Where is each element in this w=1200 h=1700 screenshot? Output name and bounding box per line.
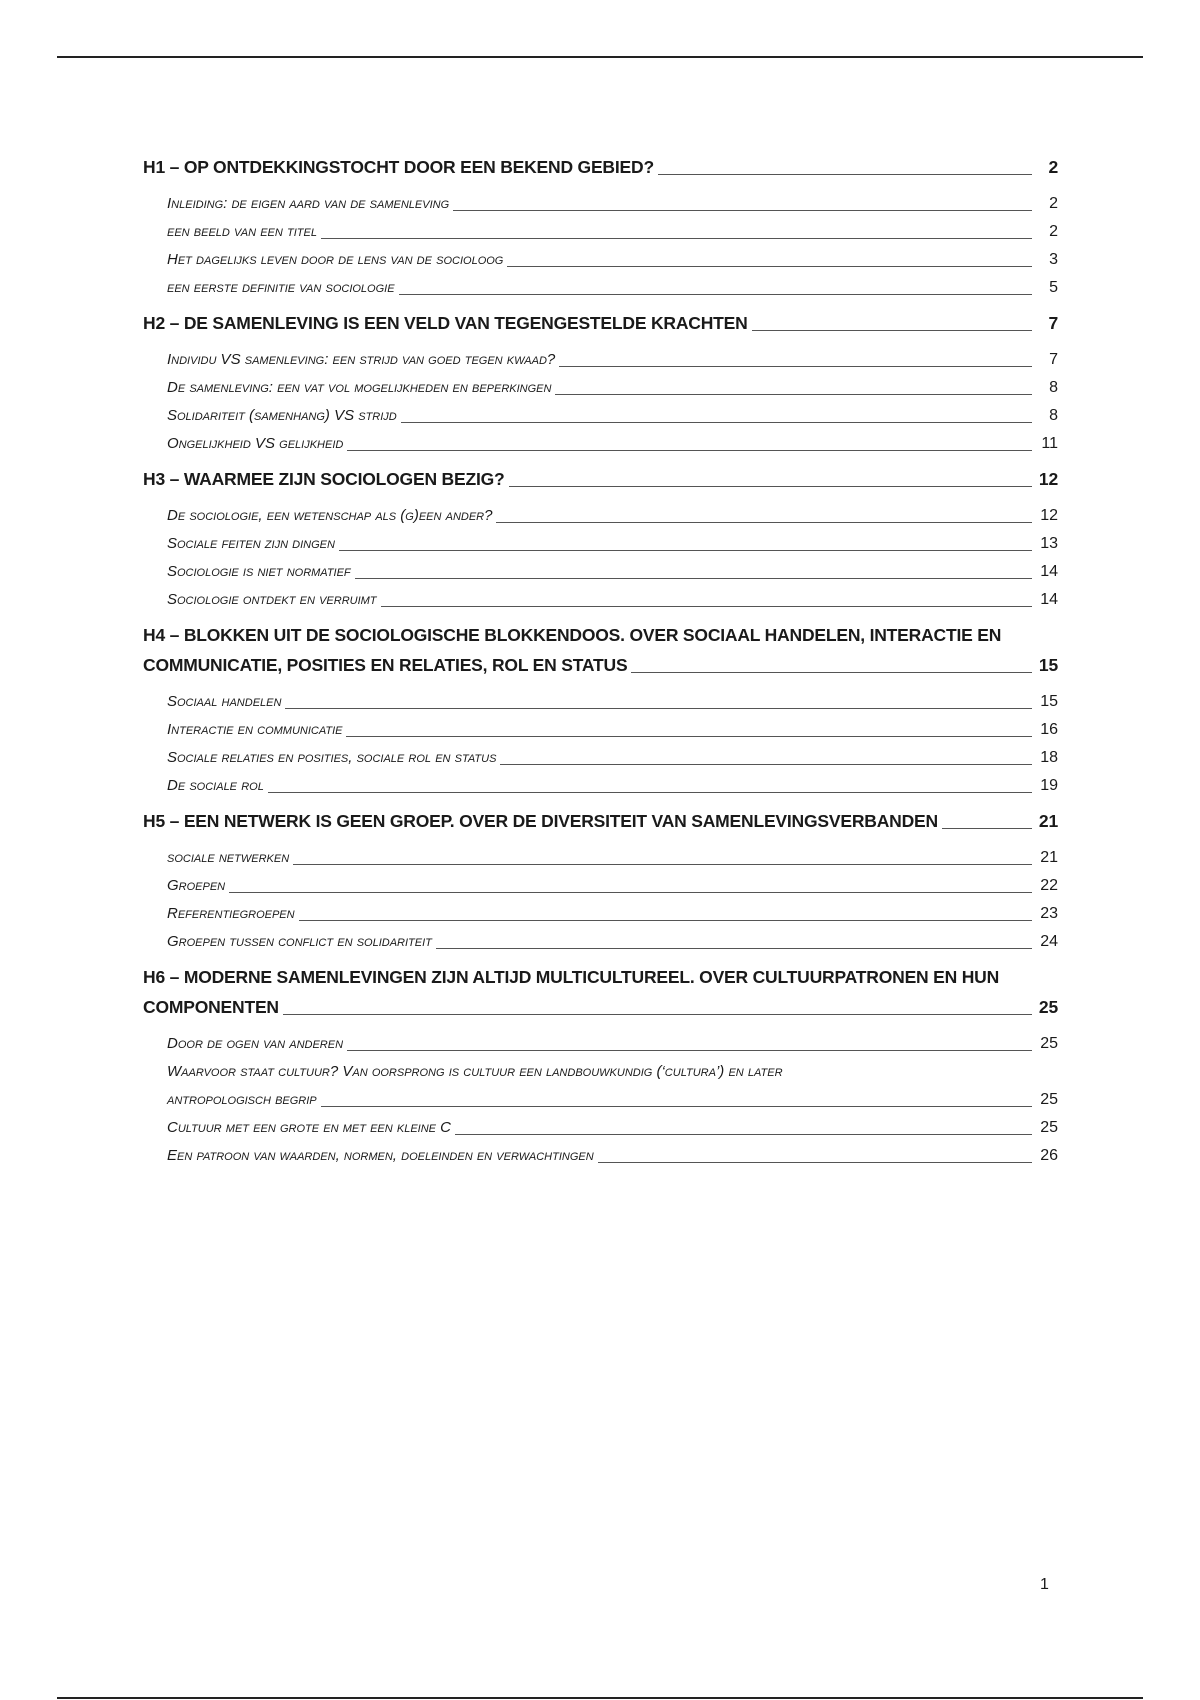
toc-section[interactable] <box>167 1142 1058 1170</box>
section-page: 21 <box>1040 849 1058 866</box>
section-page: 5 <box>1049 279 1058 296</box>
section-page: 2 <box>1049 195 1058 212</box>
chapter-page: 12 <box>1038 469 1058 489</box>
dot-leader <box>285 708 1032 709</box>
toc-chapter-h2[interactable] <box>143 308 1058 338</box>
section-title: Een patroon van waarden, normen, doeleinden en verwachtingen <box>167 1147 594 1164</box>
dot-leader <box>507 266 1032 267</box>
section-page: 24 <box>1040 933 1058 950</box>
dot-leader <box>299 920 1032 921</box>
dot-leader <box>229 892 1032 893</box>
chapter-title-line1: H4 – BLOKKEN UIT DE SOCIOLOGISCHE BLOKKENDOOS. OVER SOCIAAL HANDELEN, INTERACTIE EN <box>143 625 1002 645</box>
toc-section[interactable] <box>167 586 1058 614</box>
toc-section[interactable] <box>167 772 1058 800</box>
section-title: sociale netwerken <box>167 849 290 866</box>
toc-section[interactable] <box>167 1030 1058 1058</box>
dot-leader <box>401 422 1032 423</box>
section-list <box>143 844 1058 956</box>
chapter-title: H3 – WAARMEE ZIJN SOCIOLOGEN BEZIG? <box>143 469 505 489</box>
toc-section[interactable] <box>167 744 1058 772</box>
dot-leader <box>381 606 1032 607</box>
toc-section[interactable] <box>167 374 1058 402</box>
toc-section[interactable] <box>167 346 1058 374</box>
dot-leader <box>509 486 1032 487</box>
dot-leader <box>283 1014 1032 1015</box>
toc-section[interactable] <box>167 402 1058 430</box>
toc-chapter-h3[interactable] <box>143 464 1058 494</box>
section-title: Het dagelijks leven door de lens van de socioloog <box>167 251 504 268</box>
section-page: 14 <box>1040 563 1058 580</box>
chapter-page: 15 <box>1038 655 1058 675</box>
dot-leader <box>346 736 1032 737</box>
chapter-title: H2 – DE SAMENLEVING IS EEN VELD VAN TEGENGESTELDE KRACHTEN <box>143 313 748 333</box>
dot-leader <box>559 366 1032 367</box>
section-title: De sociale rol <box>167 777 264 794</box>
dot-leader <box>321 1106 1032 1107</box>
dot-leader <box>500 764 1032 765</box>
section-list <box>143 502 1058 614</box>
toc-section[interactable] <box>167 844 1058 872</box>
chapter-page: 2 <box>1048 157 1058 177</box>
section-title: Sociale feiten zijn dingen <box>167 535 335 552</box>
section-page: 8 <box>1049 379 1058 396</box>
section-title: Groepen <box>167 877 226 894</box>
section-list <box>143 688 1058 800</box>
chapter-page: 7 <box>1048 313 1058 333</box>
section-page: 8 <box>1049 407 1058 424</box>
dot-leader <box>752 330 1032 331</box>
header-rule <box>57 56 1143 58</box>
toc-section[interactable] <box>167 430 1058 458</box>
section-title: Sociaal handelen <box>167 693 282 710</box>
dot-leader <box>455 1134 1032 1135</box>
section-page: 25 <box>1040 1035 1058 1052</box>
dot-leader <box>339 550 1032 551</box>
section-title: De samenleving: een vat vol mogelijkheden en beperkingen <box>167 379 552 396</box>
toc-section[interactable] <box>167 218 1058 246</box>
dot-leader <box>347 450 1032 451</box>
dot-leader <box>436 948 1032 949</box>
dot-leader <box>355 578 1032 579</box>
section-page: 18 <box>1040 749 1058 766</box>
toc-section[interactable] <box>167 190 1058 218</box>
chapter-page: 21 <box>1038 811 1058 831</box>
section-title: Interactie en communicatie <box>167 721 343 738</box>
toc-section[interactable] <box>167 530 1058 558</box>
toc-section[interactable] <box>167 558 1058 586</box>
section-page: 26 <box>1040 1147 1058 1164</box>
toc-section[interactable] <box>167 872 1058 900</box>
chapter-title: H5 – EEN NETWERK IS GEEN GROEP. OVER DE DIVERSITEIT VAN SAMENLEVINGSVERBANDEN <box>143 811 938 831</box>
toc-chapter-h4[interactable] <box>143 620 1058 680</box>
section-title: Cultuur met een grote en met een kleine C <box>167 1119 451 1136</box>
section-page: 15 <box>1040 693 1058 710</box>
toc-section-multiline[interactable] <box>143 1058 1058 1114</box>
toc-section[interactable] <box>167 274 1058 302</box>
section-page: 25 <box>1040 1091 1058 1108</box>
table-of-contents <box>143 152 1058 1174</box>
toc-section[interactable] <box>167 1114 1058 1142</box>
section-title: Sociologie ontdekt en verruimt <box>167 591 377 608</box>
dot-leader <box>347 1050 1032 1051</box>
dot-leader <box>555 394 1032 395</box>
section-title: Solidariteit (samenhang) VS strijd <box>167 407 397 424</box>
dot-leader <box>399 294 1032 295</box>
chapter-title: H1 – OP ONTDEKKINGSTOCHT DOOR EEN BEKEND GEBIED? <box>143 157 654 177</box>
toc-section[interactable] <box>167 688 1058 716</box>
dot-leader <box>453 210 1032 211</box>
section-page: 13 <box>1040 535 1058 552</box>
toc-chapter-h6[interactable] <box>143 962 1058 1022</box>
toc-section[interactable] <box>167 900 1058 928</box>
section-title: een eerste definitie van sociologie <box>167 279 395 296</box>
toc-section[interactable] <box>167 502 1058 530</box>
chapter-title-line2: COMPONENTEN <box>143 997 279 1017</box>
dot-leader <box>321 238 1032 239</box>
chapter-title-line1: H6 – MODERNE SAMENLEVINGEN ZIJN ALTIJD MULTICULTUREEL. OVER CULTUURPATRONEN EN HUN <box>143 967 1000 987</box>
dot-leader <box>631 672 1032 673</box>
section-title: Ongelijkheid VS gelijkheid <box>167 435 344 452</box>
section-page: 3 <box>1049 251 1058 268</box>
section-title: Referentiegroepen <box>167 905 295 922</box>
dot-leader <box>658 174 1032 175</box>
chapter-title-line2: COMMUNICATIE, POSITIES EN RELATIES, ROL EN STATUS <box>143 655 628 675</box>
dot-leader <box>293 864 1032 865</box>
section-page: 23 <box>1040 905 1058 922</box>
section-page: 7 <box>1049 351 1058 368</box>
footer-rule <box>57 1697 1143 1699</box>
section-list <box>143 1030 1058 1170</box>
section-page: 11 <box>1041 435 1058 452</box>
section-list <box>143 346 1058 458</box>
section-list <box>143 190 1058 302</box>
section-title: Sociologie is niet normatief <box>167 563 351 580</box>
section-title: een beeld van een titel <box>167 223 317 240</box>
section-page: 19 <box>1040 777 1058 794</box>
dot-leader <box>268 792 1032 793</box>
toc-chapter-h1[interactable] <box>143 152 1058 182</box>
section-title: De sociologie, een wetenschap als (g)een ander? <box>167 507 493 524</box>
section-title: Groepen tussen conflict en solidariteit <box>167 933 432 950</box>
section-title-line2: antropologisch begrip <box>167 1091 317 1108</box>
chapter-page: 25 <box>1038 997 1058 1017</box>
section-title: Door de ogen van anderen <box>167 1035 344 1052</box>
toc-chapter-h5[interactable] <box>143 806 1058 836</box>
page-number: 1 <box>1040 1576 1049 1593</box>
section-page: 25 <box>1040 1119 1058 1136</box>
section-page: 22 <box>1040 877 1058 894</box>
section-title-line1: Waarvoor staat cultuur? Van oorsprong is cultuur een landbouwkundig (‘cultura’) en later <box>167 1063 783 1080</box>
toc-section[interactable] <box>167 716 1058 744</box>
section-title: Sociale relaties en posities, sociale rol en status <box>167 749 497 766</box>
toc-section[interactable] <box>167 246 1058 274</box>
section-page: 12 <box>1040 507 1058 524</box>
section-page: 14 <box>1040 591 1058 608</box>
dot-leader <box>496 522 1032 523</box>
dot-leader <box>598 1162 1032 1163</box>
section-page: 2 <box>1049 223 1058 240</box>
section-title: Inleiding: de eigen aard van de samenleving <box>167 195 450 212</box>
toc-section[interactable] <box>167 928 1058 956</box>
section-page: 16 <box>1040 721 1058 738</box>
section-title: Individu VS samenleving: een strijd van goed tegen kwaad? <box>167 351 556 368</box>
dot-leader <box>942 828 1032 829</box>
